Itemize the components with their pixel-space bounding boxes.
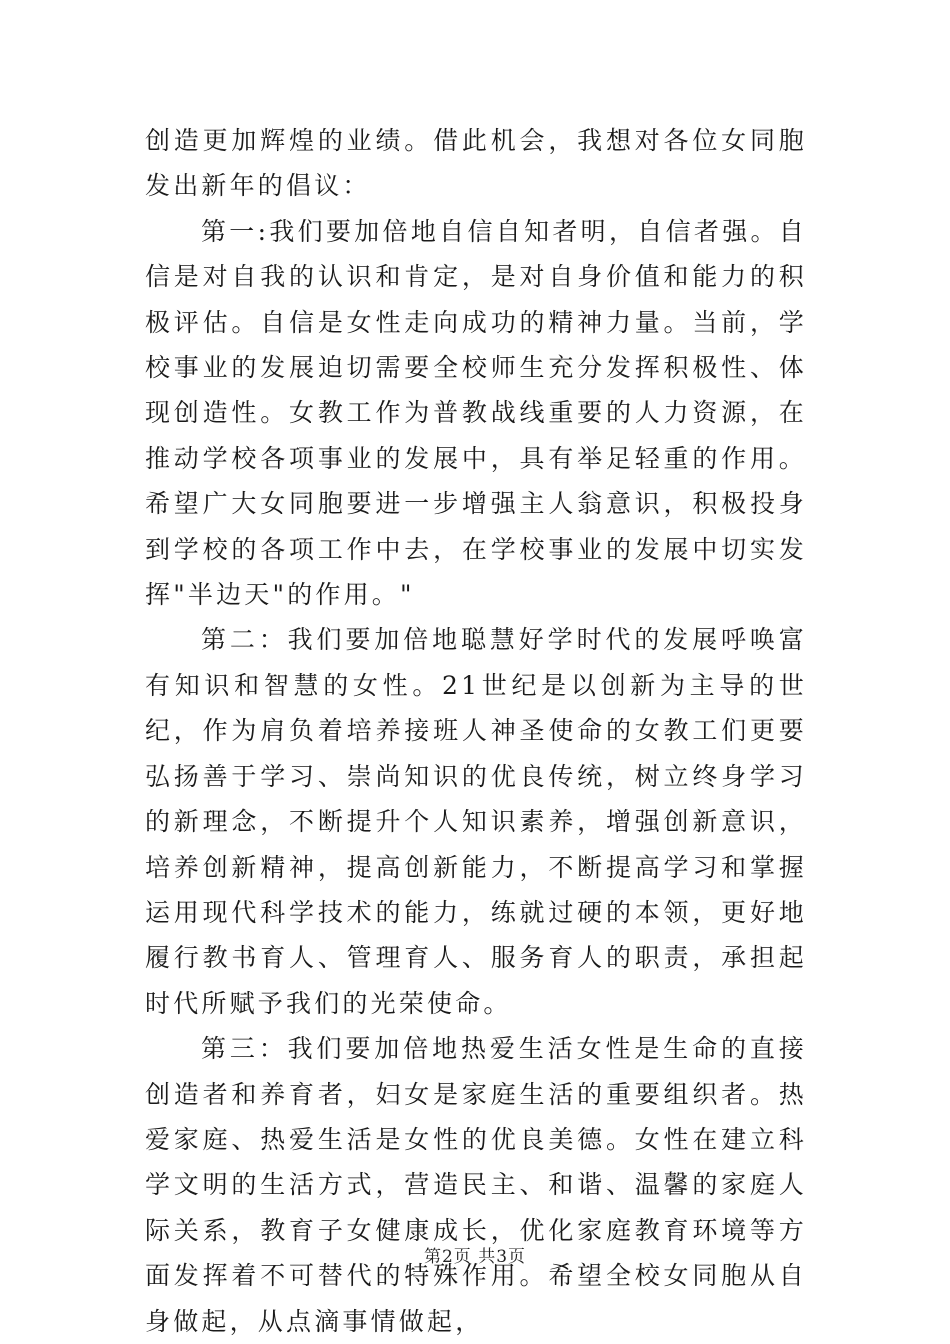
page-number-footer: 第2页 共3页 (423, 1247, 527, 1267)
paragraph-third-proposal: 第三：我们要加倍地热爱生活女性是生命的直接创造者和养育者，妇女是家庭生活的重要组织者。热爱家庭、热爱生活是女性的优良美德。女性在建立科学文明的生活方式，营造民主、和谐、温馨的家庭人际关系，教育子女健康成长，优化家庭教育环境等方面发挥着不可替代的特殊作用。希望全校女同胞从自身做起，从点滴事情做起， (145, 1034, 807, 1336)
paragraph-intro: 创造更加辉煌的业绩。借此机会，我想对各位女同胞发出新年的倡议： (145, 126, 807, 201)
paragraph-first-proposal: 第一:我们要加倍地自信自知者明，自信者强。自信是对自我的认识和肯定，是对自身价值和能力的积极评估。自信是女性走向成功的精神力量。当前，学校事业的发展迫切需要全校师生充分发挥积极性、体现创造性。女教工作为普教战线重要的人力资源，在推动学校各项事业的发展中，具有举足轻重的作用。希望广大女同胞要进一步增强主人翁意识，积极投身到学校的各项工作中去，在学校事业的发展中切实发挥"半边天"的作用。" (145, 216, 807, 610)
paragraph-second-proposal: 第二：我们要加倍地聪慧好学时代的发展呼唤富有知识和智慧的女性。21世纪是以创新为主导的世纪，作为肩负着培养接班人神圣使命的女教工们更要弘扬善于学习、崇尚知识的优良传统，树立终身学习的新理念，不断提升个人知识素养，增强创新意识，培养创新精神，提高创新能力，不断提高学习和掌握运用现代科学技术的能力，练就过硬的本领，更好地履行教书育人、管理育人、服务育人的职责，承担起时代所赋予我们的光荣使命。 (145, 625, 807, 1018)
document-body (145, 118, 807, 1344)
